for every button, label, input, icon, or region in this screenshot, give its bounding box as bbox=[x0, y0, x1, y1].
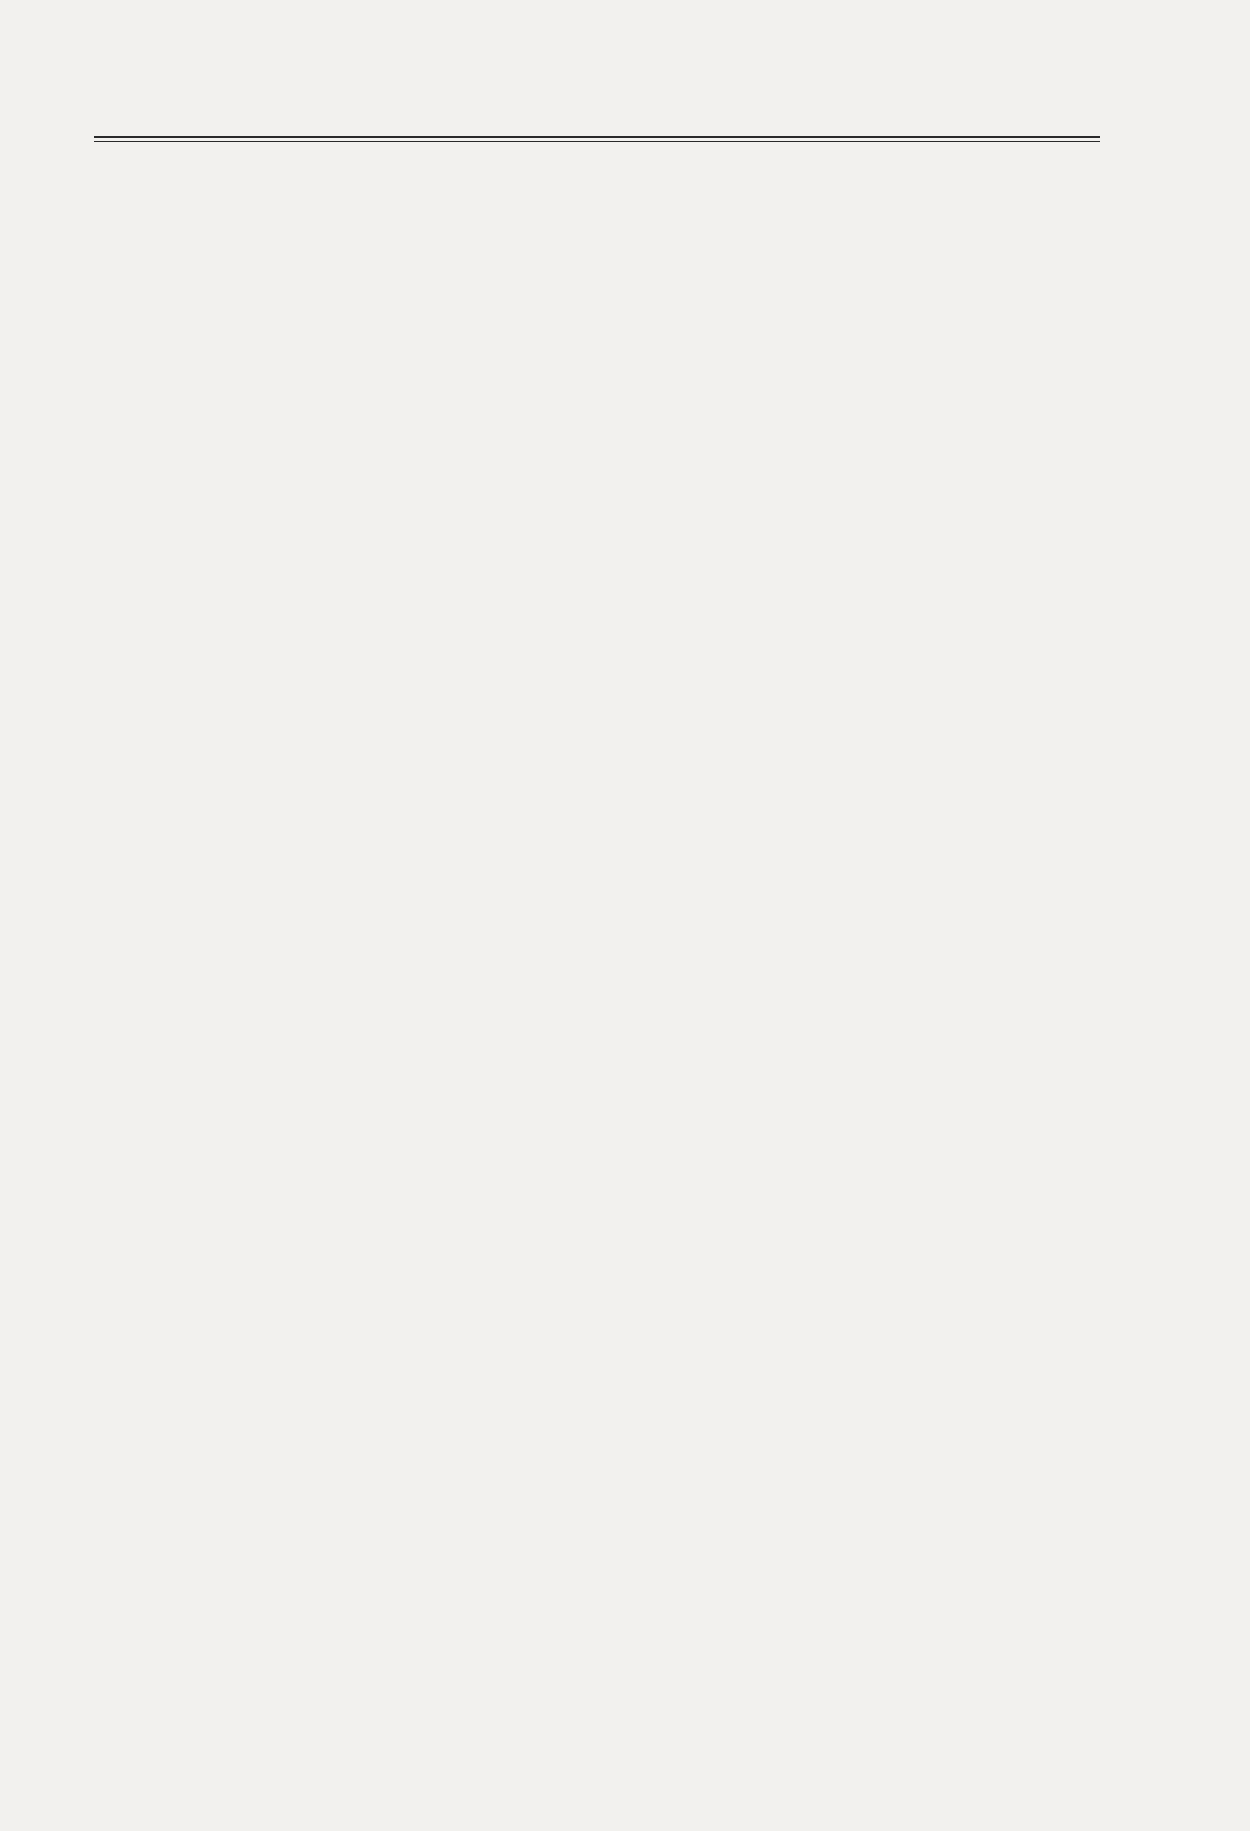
section-title bbox=[0, 496, 1250, 538]
header-rule bbox=[94, 136, 1100, 138]
header-rule-thin bbox=[94, 141, 1100, 142]
